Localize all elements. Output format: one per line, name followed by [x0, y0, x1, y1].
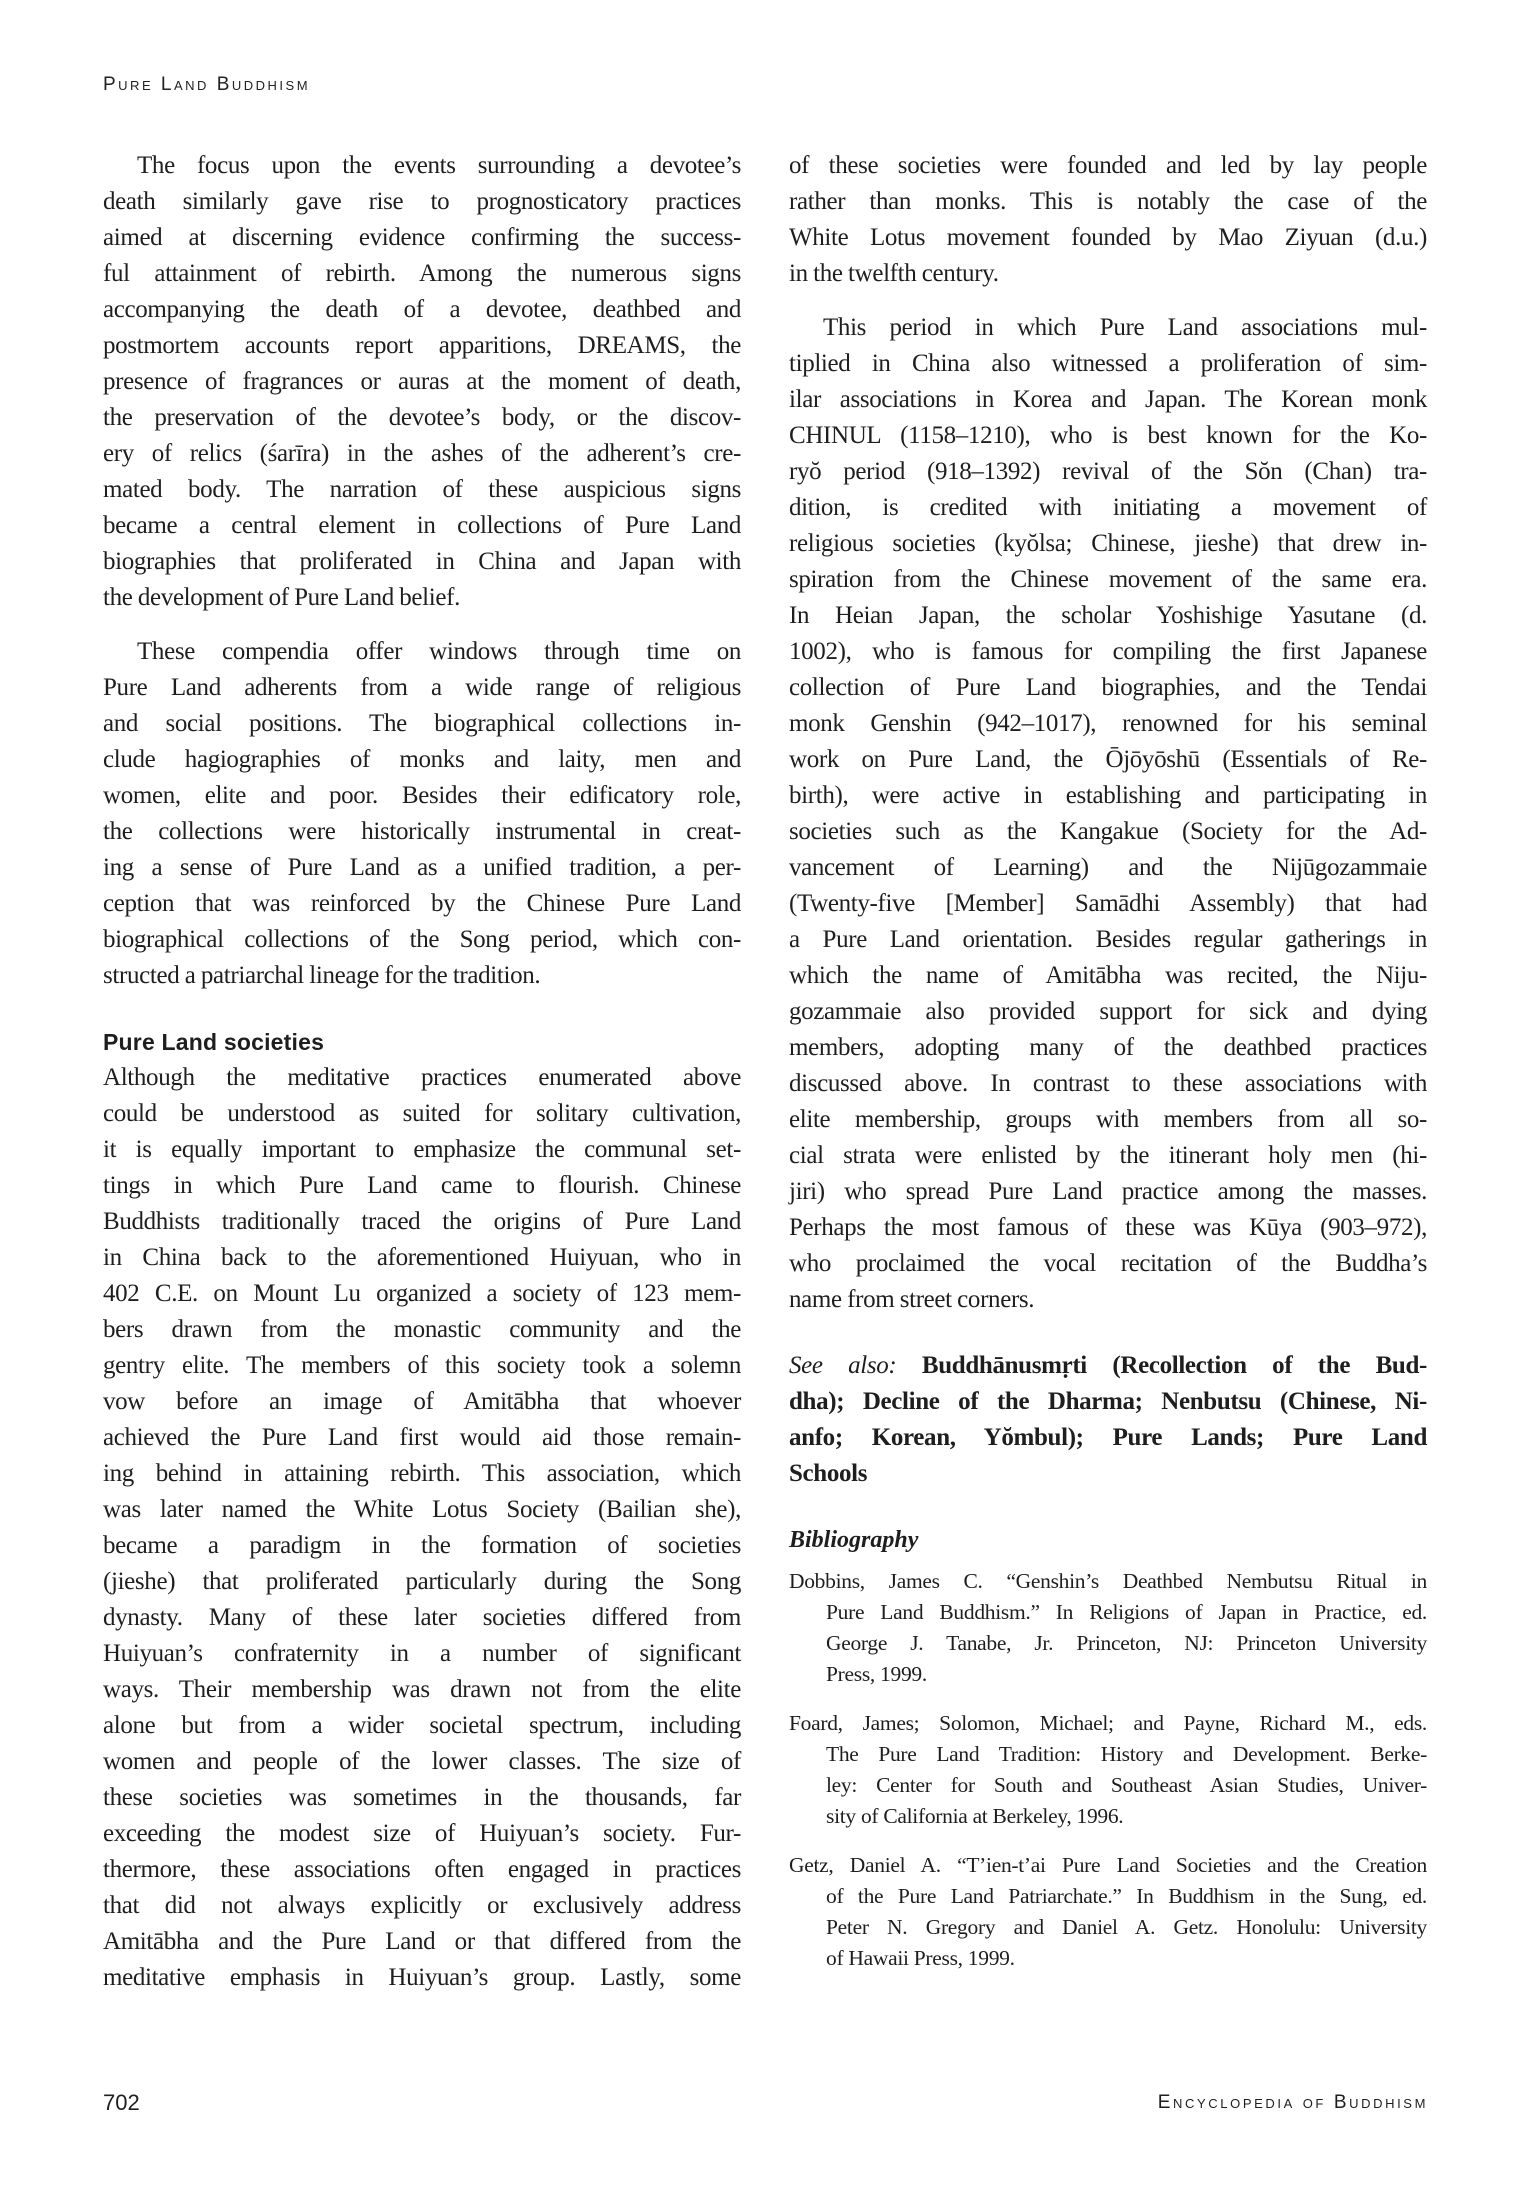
- text-line: Perhaps the most famous of these was Kūya (903–972),: [789, 1214, 1427, 1241]
- text-line: bers drawn from the monastic community and the: [103, 1316, 741, 1343]
- text-line: dynasty. Many of these later societies differed from: [103, 1604, 741, 1631]
- text-line: ways. Their membership was drawn not from the elite: [103, 1676, 741, 1703]
- text-line: ing a sense of Pure Land as a unified tradition, a per-: [103, 854, 741, 881]
- text-line: that did not always explicitly or exclusively address: [103, 1892, 741, 1919]
- text-line: who proclaimed the vocal recitation of the Buddha’s: [789, 1250, 1427, 1277]
- bib-line: Peter N. Gregory and Daniel A. Getz. Honolulu: University: [826, 1915, 1427, 1939]
- text-line: a Pure Land orientation. Besides regular gatherings in: [789, 926, 1427, 953]
- text-line: The focus upon the events surrounding a devotee’s: [137, 152, 741, 179]
- text-line: women, elite and poor. Besides their edificatory role,: [103, 782, 741, 809]
- running-header: Pure Land Buddhism: [103, 74, 311, 95]
- text-line: thermore, these associations often engaged in practices: [103, 1856, 741, 1883]
- bibliography-entry: [789, 1708, 1427, 1832]
- text-line: vancement of Learning) and the Nijūgozammaie: [789, 854, 1427, 881]
- right-column: [789, 148, 1427, 1992]
- paragraph-deathbed-signs: [103, 148, 741, 616]
- bib-line: Foard, James; Solomon, Michael; and Payne, Richard M., eds.: [789, 1711, 1427, 1735]
- paragraph-societies: [103, 1060, 741, 1996]
- see-also-label: See also:: [789, 1352, 897, 1379]
- text-line: was later named the White Lotus Society (Bailian she),: [103, 1496, 741, 1523]
- text-line: 1002), who is famous for compiling the first Japanese: [789, 638, 1427, 665]
- bibliography-heading: Bibliography: [789, 1527, 919, 1553]
- text-line: structed a patriarchal lineage for the tradition.: [103, 962, 541, 989]
- text-line: Although the meditative practices enumerated above: [103, 1064, 741, 1091]
- text-line: members, adopting many of the deathbed practices: [789, 1034, 1427, 1061]
- text-line: CHINUL (1158–1210), who is best known for the Ko-: [789, 422, 1427, 449]
- text-line: aimed at discerning evidence confirming the success-: [103, 224, 741, 251]
- page-number: 702: [103, 2090, 140, 2115]
- text-line: monk Genshin (942–1017), renowned for his seminal: [789, 710, 1427, 737]
- text-line: This period in which Pure Land associations mul-: [823, 314, 1427, 341]
- text-line: the preservation of the devotee’s body, or the discov-: [103, 404, 741, 431]
- text-line: ilar associations in Korea and Japan. The Korean monk: [789, 386, 1427, 413]
- text-line: Huiyuan’s confraternity in a number of significant: [103, 1640, 741, 1667]
- text-line: in China back to the aforementioned Huiyuan, who in: [103, 1244, 741, 1271]
- text-line: discussed above. In contrast to these associations with: [789, 1070, 1427, 1097]
- text-line: postmortem accounts report apparitions, DREAMS, the: [103, 332, 741, 359]
- text-line: in the twelfth century.: [789, 260, 999, 287]
- text-line: (Twenty-five [Member] Samādhi Assembly) that had: [789, 890, 1427, 917]
- bib-line: Press, 1999.: [826, 1662, 927, 1686]
- text-line: (jieshe) that proliferated particularly during the Song: [103, 1568, 741, 1595]
- bib-line: Getz, Daniel A. “T’ien-t’ai Pure Land Societies and the Creation: [789, 1853, 1427, 1877]
- text-line: In Heian Japan, the scholar Yoshishige Yasutane (d.: [789, 602, 1427, 629]
- left-column: [103, 148, 741, 1996]
- bib-line: ley: Center for South and Southeast Asian Studies, Univer-: [826, 1773, 1427, 1797]
- text-line: clude hagiographies of monks and laity, men and: [103, 746, 741, 773]
- text-line: biographies that proliferated in China and Japan with: [103, 548, 741, 575]
- paragraph-korea-japan: [789, 310, 1427, 1318]
- text-line: jiri) who spread Pure Land practice among the masses.: [789, 1178, 1427, 1205]
- text-line: ing behind in attaining rebirth. This association, which: [103, 1460, 741, 1487]
- bib-line: George J. Tanabe, Jr. Princeton, NJ: Princeton University: [826, 1631, 1427, 1655]
- bib-line: Pure Land Buddhism.” In Religions of Japan in Practice, ed.: [826, 1600, 1427, 1624]
- paragraph-gap: [789, 292, 1427, 310]
- text-line: Pure Land adherents from a wide range of religious: [103, 674, 741, 701]
- text-line: vow before an image of Amitābha that whoever: [103, 1388, 741, 1415]
- text-line: presence of fragrances or auras at the moment of death,: [103, 368, 741, 395]
- cross-reference-link[interactable]: dha); Decline of the Dharma; Nenbutsu (Chinese, Ni-: [789, 1388, 1427, 1415]
- text-line: gentry elite. The members of this society took a solemn: [103, 1352, 741, 1379]
- text-line: elite membership, groups with members from all so-: [789, 1106, 1427, 1133]
- text-line: 402 C.E. on Mount Lu organized a society of 123 mem-: [103, 1280, 741, 1307]
- text-line: it is equally important to emphasize the communal set-: [103, 1136, 741, 1163]
- text-line: mated body. The narration of these auspicious signs: [103, 476, 741, 503]
- section-gap: [789, 1492, 1427, 1522]
- text-line: religious societies (kyŏlsa; Chinese, jieshe) that drew in-: [789, 530, 1427, 557]
- see-also-block: [789, 1348, 1427, 1492]
- bib-line: sity of California at Berkeley, 1996.: [826, 1804, 1124, 1828]
- section-heading: Pure Land societies: [103, 1029, 325, 1055]
- section-gap: [103, 994, 741, 1024]
- text-line: ery of relics (śarīra) in the ashes of the adherent’s cre-: [103, 440, 741, 467]
- text-line: cial strata were enlisted by the itinerant holy men (hi-: [789, 1142, 1427, 1169]
- text-line: rather than monks. This is notably the case of the: [789, 188, 1427, 215]
- text-line: of these societies were founded and led by lay people: [789, 152, 1427, 179]
- text-line: ryŏ period (918–1392) revival of the Sŏn (Chan) tra-: [789, 458, 1427, 485]
- text-line: biographical collections of the Song period, which con-: [103, 926, 741, 953]
- text-line: accompanying the death of a devotee, deathbed and: [103, 296, 741, 323]
- text-line: tiplied in China also witnessed a proliferation of sim-: [789, 350, 1427, 377]
- text-line: These compendia offer windows through time on: [137, 638, 741, 665]
- bibliography-entry: [789, 1566, 1427, 1690]
- cross-reference-link[interactable]: Buddhānusmṛti (Recollection of the Bud-: [921, 1352, 1427, 1379]
- cross-reference-link[interactable]: Schools: [789, 1460, 868, 1487]
- text-line: which the name of Amitābha was recited, the Niju-: [789, 962, 1427, 989]
- text-line: women and people of the lower classes. The size of: [103, 1748, 741, 1775]
- text-line: tings in which Pure Land came to flourish. Chinese: [103, 1172, 741, 1199]
- text-line: meditative emphasis in Huiyuan’s group. Lastly, some: [103, 1964, 741, 1991]
- text-line: ful attainment of rebirth. Among the numerous signs: [103, 260, 741, 287]
- bib-line: of Hawaii Press, 1999.: [826, 1946, 1015, 1970]
- text-line: societies such as the Kangakue (Society for the Ad-: [789, 818, 1427, 845]
- text-line: the development of Pure Land belief.: [103, 584, 460, 611]
- text-line: became a central element in collections of Pure Land: [103, 512, 741, 539]
- text-line: these societies was sometimes in the thousands, far: [103, 1784, 741, 1811]
- text-line: name from street corners.: [789, 1286, 1035, 1313]
- text-line: could be understood as suited for solitary cultivation,: [103, 1100, 741, 1127]
- paragraph-lay-societies: [789, 148, 1427, 292]
- paragraph-gap: [103, 616, 741, 634]
- text-line: birth), were active in establishing and participating in: [789, 782, 1427, 809]
- text-line: collection of Pure Land biographies, and the Tendai: [789, 674, 1427, 701]
- text-line: gozammaie also provided support for sick and dying: [789, 998, 1427, 1025]
- text-line: spiration from the Chinese movement of the same era.: [789, 566, 1427, 593]
- cross-reference-link[interactable]: anfo; Korean, Yŏmbul); Pure Lands; Pure Land: [789, 1424, 1427, 1451]
- text-line: alone but from a wider societal spectrum, including: [103, 1712, 741, 1739]
- publication-title: Encyclopedia of Buddhism: [1157, 2092, 1428, 2113]
- text-line: work on Pure Land, the Ōjōyōshū (Essentials of Re-: [789, 746, 1427, 773]
- see-also-line: [789, 1348, 1427, 1384]
- text-line: became a paradigm in the formation of societies: [103, 1532, 741, 1559]
- bib-line: of the Pure Land Patriarchate.” In Buddhism in the Sung, ed.: [826, 1884, 1427, 1908]
- text-line: White Lotus movement founded by Mao Ziyuan (d.u.): [789, 224, 1427, 251]
- text-line: death similarly gave rise to prognosticatory practices: [103, 188, 741, 215]
- text-line: Amitābha and the Pure Land or that differed from the: [103, 1928, 741, 1955]
- bibliography-list: [789, 1566, 1427, 1974]
- text-line: ception that was reinforced by the Chinese Pure Land: [103, 890, 741, 917]
- bibliography-entry: [789, 1850, 1427, 1974]
- text-line: achieved the Pure Land first would aid those remain-: [103, 1424, 741, 1451]
- text-line: and social positions. The biographical collections in-: [103, 710, 741, 737]
- bib-line: The Pure Land Tradition: History and Development. Berke-: [826, 1742, 1427, 1766]
- bib-line: Dobbins, James C. “Genshin’s Deathbed Nembutsu Ritual in: [789, 1569, 1427, 1593]
- text-line: the collections were historically instrumental in creat-: [103, 818, 741, 845]
- text-line: exceeding the modest size of Huiyuan’s society. Fur-: [103, 1820, 741, 1847]
- text-line: dition, is credited with initiating a movement of: [789, 494, 1427, 521]
- section-gap: [789, 1318, 1427, 1348]
- text-line: Buddhists traditionally traced the origins of Pure Land: [103, 1208, 741, 1235]
- paragraph-compendia: [103, 634, 741, 994]
